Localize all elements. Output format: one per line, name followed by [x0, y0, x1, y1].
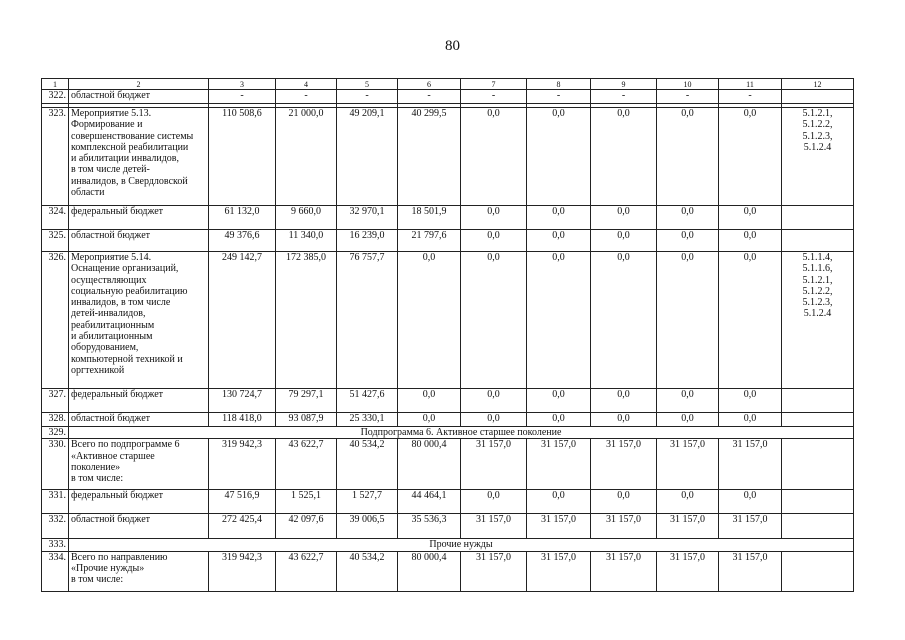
value-cell: 0,0: [657, 389, 719, 413]
table-row: [42, 389, 854, 413]
value-cell: 31 157,0: [591, 439, 657, 490]
value-cell: 0,0: [657, 108, 719, 206]
table-body: [42, 79, 854, 592]
target-indicators: [782, 206, 854, 230]
row-number: 329.: [42, 427, 69, 439]
table-row: [42, 90, 854, 104]
value-cell: 80 000,4: [398, 439, 461, 490]
value-cell: 21 000,0: [276, 108, 337, 206]
column-number: 8: [527, 79, 591, 90]
target-indicators: 5.1.2.1, 5.1.2.2, 5.1.2.3, 5.1.2.4: [782, 108, 854, 206]
row-number: 324.: [42, 206, 69, 230]
page-number: 80: [445, 38, 460, 54]
value-cell: 35 536,3: [398, 514, 461, 539]
value-cell: 0,0: [461, 413, 527, 427]
table-row: [42, 206, 854, 230]
value-cell: 9 660,0: [276, 206, 337, 230]
column-number: 12: [782, 79, 854, 90]
value-cell: 31 157,0: [461, 439, 527, 490]
value-cell: 51 427,6: [337, 389, 398, 413]
value-cell: 0,0: [657, 230, 719, 252]
value-cell: -: [209, 90, 276, 104]
value-cell: 0,0: [591, 230, 657, 252]
value-cell: -: [527, 90, 591, 104]
value-cell: 0,0: [657, 252, 719, 389]
budget-table: [41, 78, 854, 592]
row-number: 331.: [42, 490, 69, 514]
value-cell: 1 525,1: [276, 490, 337, 514]
value-cell: 319 942,3: [209, 439, 276, 490]
table-row: [42, 551, 854, 591]
value-cell: 1 527,7: [337, 490, 398, 514]
row-number: 328.: [42, 413, 69, 427]
value-cell: 0,0: [398, 413, 461, 427]
value-cell: 0,0: [719, 490, 782, 514]
value-cell: 0,0: [657, 413, 719, 427]
value-cell: 31 157,0: [461, 514, 527, 539]
target-indicators: [782, 90, 854, 104]
table-row: [42, 108, 854, 206]
value-cell: 40 534,2: [337, 439, 398, 490]
value-cell: 0,0: [719, 413, 782, 427]
value-cell: 31 157,0: [527, 439, 591, 490]
value-cell: 31 157,0: [719, 514, 782, 539]
value-cell: 0,0: [527, 490, 591, 514]
value-cell: -: [337, 90, 398, 104]
row-name: федеральный бюджет: [69, 490, 209, 514]
column-number: 11: [719, 79, 782, 90]
column-number: 1: [42, 79, 69, 90]
value-cell: 0,0: [591, 252, 657, 389]
value-cell: 0,0: [591, 206, 657, 230]
value-cell: 0,0: [527, 108, 591, 206]
value-cell: 110 508,6: [209, 108, 276, 206]
column-number: 3: [209, 79, 276, 90]
row-name: областной бюджет: [69, 514, 209, 539]
value-cell: 0,0: [398, 252, 461, 389]
value-cell: 0,0: [461, 108, 527, 206]
value-cell: 44 464,1: [398, 490, 461, 514]
target-indicators: 5.1.1.4, 5.1.1.6, 5.1.2.1, 5.1.2.2, 5.1.2.3, 5.1.2.4: [782, 252, 854, 389]
value-cell: 31 157,0: [527, 551, 591, 591]
value-cell: 31 157,0: [719, 439, 782, 490]
section-title: Прочие нужды: [69, 539, 854, 551]
value-cell: 42 097,6: [276, 514, 337, 539]
value-cell: 25 330,1: [337, 413, 398, 427]
value-cell: 31 157,0: [657, 551, 719, 591]
table-row: [42, 490, 854, 514]
value-cell: 76 757,7: [337, 252, 398, 389]
value-cell: 0,0: [591, 413, 657, 427]
value-cell: -: [276, 90, 337, 104]
row-name: областной бюджет: [69, 90, 209, 104]
value-cell: 31 157,0: [591, 514, 657, 539]
column-number: 10: [657, 79, 719, 90]
value-cell: 93 087,9: [276, 413, 337, 427]
value-cell: 0,0: [657, 206, 719, 230]
table-row: [42, 514, 854, 539]
value-cell: 0,0: [527, 389, 591, 413]
target-indicators: [782, 439, 854, 490]
value-cell: -: [398, 90, 461, 104]
row-name: федеральный бюджет: [69, 206, 209, 230]
value-cell: 31 157,0: [657, 439, 719, 490]
value-cell: 43 622,7: [276, 551, 337, 591]
row-number: 322.: [42, 90, 69, 104]
value-cell: 31 157,0: [591, 551, 657, 591]
target-indicators: [782, 413, 854, 427]
column-number: 6: [398, 79, 461, 90]
value-cell: -: [461, 90, 527, 104]
value-cell: 0,0: [719, 230, 782, 252]
row-number: 323.: [42, 108, 69, 206]
row-number: 330.: [42, 439, 69, 490]
column-number-row: [42, 79, 854, 90]
value-cell: 0,0: [527, 230, 591, 252]
value-cell: 18 501,9: [398, 206, 461, 230]
value-cell: 249 142,7: [209, 252, 276, 389]
value-cell: 11 340,0: [276, 230, 337, 252]
value-cell: 0,0: [461, 230, 527, 252]
value-cell: 0,0: [657, 490, 719, 514]
value-cell: 16 239,0: [337, 230, 398, 252]
section-title: Подпрограмма 6. Активное старшее поколение: [69, 427, 854, 439]
value-cell: -: [719, 90, 782, 104]
value-cell: 0,0: [461, 389, 527, 413]
row-name: Мероприятие 5.13. Формирование и совершенствование системы комплексной реабилитации и абилитации инвалидов, в том числе детей- инвалидов, в Свердловской области: [69, 108, 209, 206]
value-cell: 79 297,1: [276, 389, 337, 413]
row-number: 332.: [42, 514, 69, 539]
row-name: Всего по направлению «Прочие нужды» в том числе:: [69, 551, 209, 591]
value-cell: 40 299,5: [398, 108, 461, 206]
target-indicators: [782, 490, 854, 514]
value-cell: 80 000,4: [398, 551, 461, 591]
value-cell: 0,0: [719, 389, 782, 413]
value-cell: 21 797,6: [398, 230, 461, 252]
value-cell: 31 157,0: [527, 514, 591, 539]
value-cell: 31 157,0: [657, 514, 719, 539]
value-cell: 319 942,3: [209, 551, 276, 591]
row-number: 334.: [42, 551, 69, 591]
value-cell: 43 622,7: [276, 439, 337, 490]
value-cell: 0,0: [527, 206, 591, 230]
value-cell: 172 385,0: [276, 252, 337, 389]
column-number: 9: [591, 79, 657, 90]
column-number: 4: [276, 79, 337, 90]
value-cell: 0,0: [527, 252, 591, 389]
row-name: областной бюджет: [69, 230, 209, 252]
value-cell: 0,0: [719, 206, 782, 230]
value-cell: 272 425,4: [209, 514, 276, 539]
value-cell: 47 516,9: [209, 490, 276, 514]
row-name: Мероприятие 5.14. Оснащение организаций, осуществляющих социальную реабилитацию инвалидов, в том числе детей-инвалидов, реабилитационным и абилитационным оборудованием, компьютерной техникой и оргтехникой: [69, 252, 209, 389]
value-cell: 0,0: [461, 206, 527, 230]
column-number: 5: [337, 79, 398, 90]
table-row: [42, 230, 854, 252]
value-cell: -: [591, 90, 657, 104]
target-indicators: [782, 230, 854, 252]
value-cell: 40 534,2: [337, 551, 398, 591]
value-cell: 0,0: [461, 252, 527, 389]
section-row: [42, 427, 854, 439]
row-name: федеральный бюджет: [69, 389, 209, 413]
value-cell: 39 006,5: [337, 514, 398, 539]
value-cell: 0,0: [591, 389, 657, 413]
value-cell: 0,0: [719, 252, 782, 389]
value-cell: 61 132,0: [209, 206, 276, 230]
value-cell: 49 376,6: [209, 230, 276, 252]
value-cell: 0,0: [461, 490, 527, 514]
target-indicators: [782, 389, 854, 413]
value-cell: 32 970,1: [337, 206, 398, 230]
target-indicators: [782, 551, 854, 591]
value-cell: 130 724,7: [209, 389, 276, 413]
value-cell: 0,0: [719, 108, 782, 206]
table-row: [42, 413, 854, 427]
section-row: [42, 539, 854, 551]
target-indicators: [782, 514, 854, 539]
row-number: 325.: [42, 230, 69, 252]
value-cell: 49 209,1: [337, 108, 398, 206]
value-cell: -: [657, 90, 719, 104]
value-cell: 0,0: [398, 389, 461, 413]
column-number: 2: [69, 79, 209, 90]
value-cell: 118 418,0: [209, 413, 276, 427]
row-name: областной бюджет: [69, 413, 209, 427]
row-number: 333.: [42, 539, 69, 551]
column-number: 7: [461, 79, 527, 90]
value-cell: 31 157,0: [719, 551, 782, 591]
table-row: [42, 439, 854, 490]
table-row: [42, 252, 854, 389]
value-cell: 0,0: [591, 490, 657, 514]
value-cell: 0,0: [527, 413, 591, 427]
row-number: 327.: [42, 389, 69, 413]
value-cell: 0,0: [591, 108, 657, 206]
row-number: 326.: [42, 252, 69, 389]
value-cell: 31 157,0: [461, 551, 527, 591]
row-name: Всего по подпрограмме 6 «Активное старшее поколение» в том числе:: [69, 439, 209, 490]
